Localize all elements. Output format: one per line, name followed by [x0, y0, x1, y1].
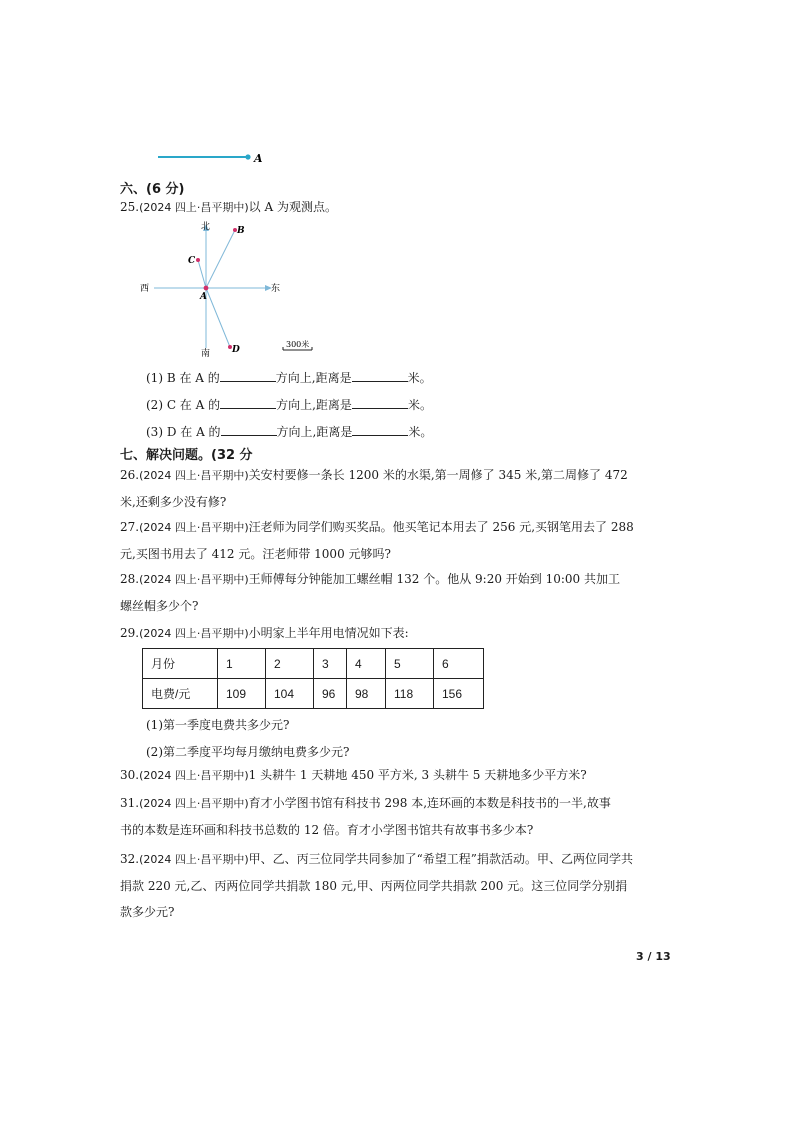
compass-diagram	[134, 218, 334, 360]
page-number: 3 / 13	[636, 950, 671, 963]
segment-figure	[150, 148, 270, 168]
scale-label: 300米	[286, 340, 310, 349]
answer-blank[interactable]	[220, 369, 276, 382]
ray-to-c	[198, 260, 206, 288]
segment-point-label: A	[254, 152, 263, 165]
question-31: 31.(2024 四上·昌平期中)育才小学图书馆有科技书 298 本,连环画的本数是科技书的一半,故事 书的本数是连环画和科技书总数的 12 倍。育才小学图书馆共有故事书多少本?	[120, 796, 611, 837]
q25-text: 以 A 为观测点。	[248, 200, 337, 214]
section-6-title: 六、(6 分)	[120, 182, 185, 197]
electricity-table	[142, 648, 484, 709]
label-south: 南	[201, 349, 211, 359]
table-cell: 4	[347, 649, 386, 679]
q29-sub-1: (1)第一季度电费共多少元?	[146, 718, 290, 732]
answer-blank[interactable]	[220, 396, 276, 409]
q25-source: (2024 四上·昌平期中)	[139, 201, 249, 214]
answer-blank[interactable]	[352, 396, 408, 409]
point-a	[204, 286, 209, 291]
segment-endpoint	[245, 154, 250, 159]
question-29: 29.(2024 四上·昌平期中)小明家上半年用电情况如下表:	[120, 626, 409, 640]
table-cell: 月份	[143, 649, 218, 679]
q29-sub-2: (2)第二季度平均每月缴纳电费多少元?	[146, 745, 350, 759]
table-row	[143, 679, 484, 709]
label-b: B	[237, 226, 245, 236]
q25-sub-2: (2) C 在 A 的 方向上,距离是 米。	[146, 398, 432, 412]
table-cell: 98	[347, 679, 386, 709]
table-cell: 118	[386, 679, 434, 709]
section-7-title: 七、解决问题。(32 分	[120, 448, 253, 463]
ray-to-b	[206, 230, 235, 288]
question-25	[120, 194, 680, 221]
table-cell: 6	[434, 649, 484, 679]
label-north: 北	[201, 222, 211, 232]
table-row	[143, 649, 484, 679]
table-cell: 电费/元	[143, 679, 218, 709]
q25-sub-3: (3) D 在 A 的 方向上,距离是 米。	[146, 425, 433, 439]
question-26: 26.(2024 四上·昌平期中)关安村要修一条长 1200 米的水渠,第一周修了 345 米,第二周修了 472 米,还剩多少没有修?	[120, 468, 628, 509]
table-cell: 2	[266, 649, 314, 679]
table-cell: 96	[314, 679, 347, 709]
q25-sub-1: (1) B 在 A 的 方向上,距离是 米。	[146, 371, 432, 385]
question-32: 32.(2024 四上·昌平期中)甲、乙、丙三位同学共同参加了“希望工程”捐款活动。甲、乙两位同学共 捐款 220 元,乙、丙两位同学共捐款 180 元,甲、丙两位同学共捐款 200 元。这三位同学分别捐 款多少元?	[120, 852, 633, 919]
label-a: A	[200, 292, 207, 302]
table-cell: 3	[314, 649, 347, 679]
table-cell: 156	[434, 679, 484, 709]
point-c	[196, 258, 200, 262]
answer-blank[interactable]	[221, 423, 277, 436]
table-cell: 104	[266, 679, 314, 709]
table-cell: 109	[218, 679, 266, 709]
q25-number: 25.	[120, 200, 140, 214]
answer-blank[interactable]	[352, 369, 408, 382]
ray-to-d	[206, 288, 230, 347]
table-cell: 1	[218, 649, 266, 679]
label-west: 西	[140, 284, 150, 294]
table-cell: 5	[386, 649, 434, 679]
question-28: 28.(2024 四上·昌平期中)王师傅每分钟能加工螺丝帽 132 个。他从 9:20 开始到 10:00 共加工 螺丝帽多少个?	[120, 572, 620, 613]
label-c: C	[188, 256, 196, 266]
label-d: D	[232, 345, 240, 355]
answer-blank[interactable]	[352, 423, 408, 436]
label-east: 东	[271, 284, 281, 294]
question-30: 30.(2024 四上·昌平期中)1 头耕牛 1 天耕地 450 平方米, 3 头耕牛 5 天耕地多少平方米?	[120, 768, 587, 782]
question-27: 27.(2024 四上·昌平期中)汪老师为同学们购买奖品。他买笔记本用去了 256 元,买钢笔用去了 288 元,买图书用去了 412 元。汪老师带 1000 元够吗?	[120, 520, 634, 561]
